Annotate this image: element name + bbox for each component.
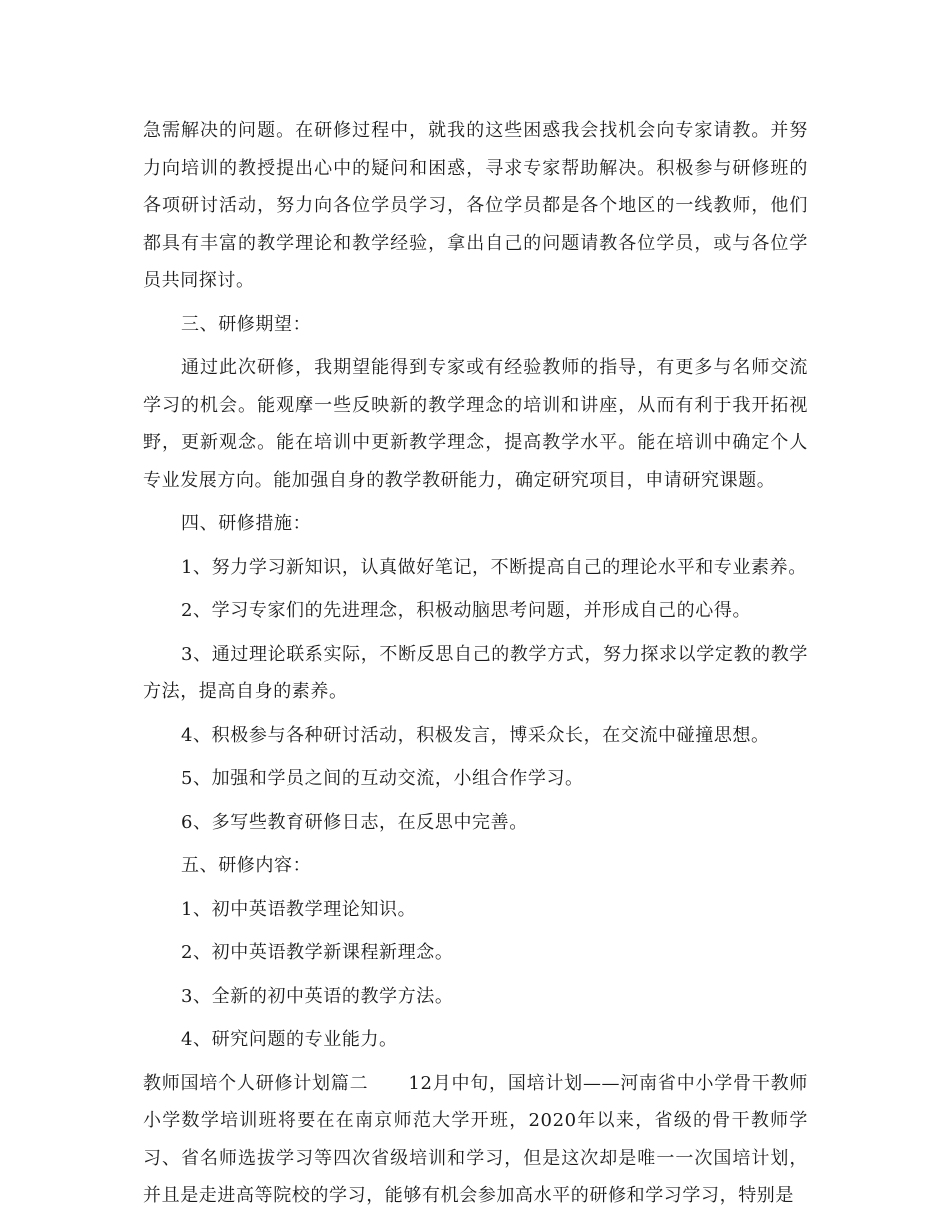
measure-item-1: 1、努力学习新知识，认真做好笔记，不断提高自己的理论水平和专业素养。: [181, 556, 807, 578]
section-two-title: 教师国培个人研修计划篇二: [143, 1072, 369, 1094]
heading-measures: 四、研修措施：: [181, 513, 312, 534]
heading-content: 五、研修内容：: [181, 855, 312, 876]
measure-item-3: 3、通过理论联系实际，不断反思自己的教学方式，努力探求以学定教的教学方法，提高自身的素养。: [143, 643, 808, 702]
content-item-1: 1、初中英语教学理论知识。: [181, 898, 417, 920]
paragraph-intro: 急需解决的问题。在研修过程中，就我的这些困惑我会找机会向专家请教。并努力向培训的教授提出心中的疑问和困惑，寻求专家帮助解决。积极参与研修班的各项研讨活动，努力向各位学员学习，各位学员都是各个地区的一线教师，他们都具有丰富的教学理论和教学经验，拿出自己的问题请教各位学员，或与各位学员共同探讨。: [143, 120, 808, 291]
content-item-3: 3、全新的初中英语的教学方法。: [181, 985, 454, 1007]
content-item-4: 4、研究问题的专业能力。: [181, 1029, 398, 1050]
paragraph-expectations: 通过此次研修，我期望能得到专家或有经验教师的指导，有更多与名师交流学习的机会。能观摩一些反映新的教学理念的培训和讲座，从而有利于我开拓视野，更新观念。能在培训中更新教学理念，提高教学水平。能在培训中确定个人专业发展方向。能加强自身的教学教研能力，确定研究项目，申请研究课题。: [143, 357, 808, 491]
section-two-body: 12月中旬，国培计划——河南省中小学骨干教师小学数学培训班将要在在南京师范大学开班，2020年以来，省级的骨干教师学习、省名师选拔学习等四次省级培训和学习，但是这次却是唯一一次国培计划，并且是走进高等院校的学习，能够有机会参加高水平的研修和学习学习，特别是: [143, 1072, 808, 1206]
document-body: [143, 112, 808, 1215]
measure-item-4: 4、积极参与各种研讨活动，积极发言，博采众长，在交流中碰撞思想。: [181, 724, 770, 746]
measure-item-2: 2、学习专家们的先进理念，积极动脑思考问题，并形成自己的心得。: [181, 600, 752, 621]
measure-item-5: 5、加强和学员之间的互动交流，小组合作学习。: [181, 768, 584, 789]
measure-item-6: 6、多写些教育研修日志，在反思中完善。: [181, 811, 528, 833]
heading-expectations: 三、研修期望：: [181, 313, 312, 335]
section-two-paragraph: [143, 1065, 808, 1215]
content-item-2: 2、初中英语教学新课程新理念。: [181, 942, 454, 963]
